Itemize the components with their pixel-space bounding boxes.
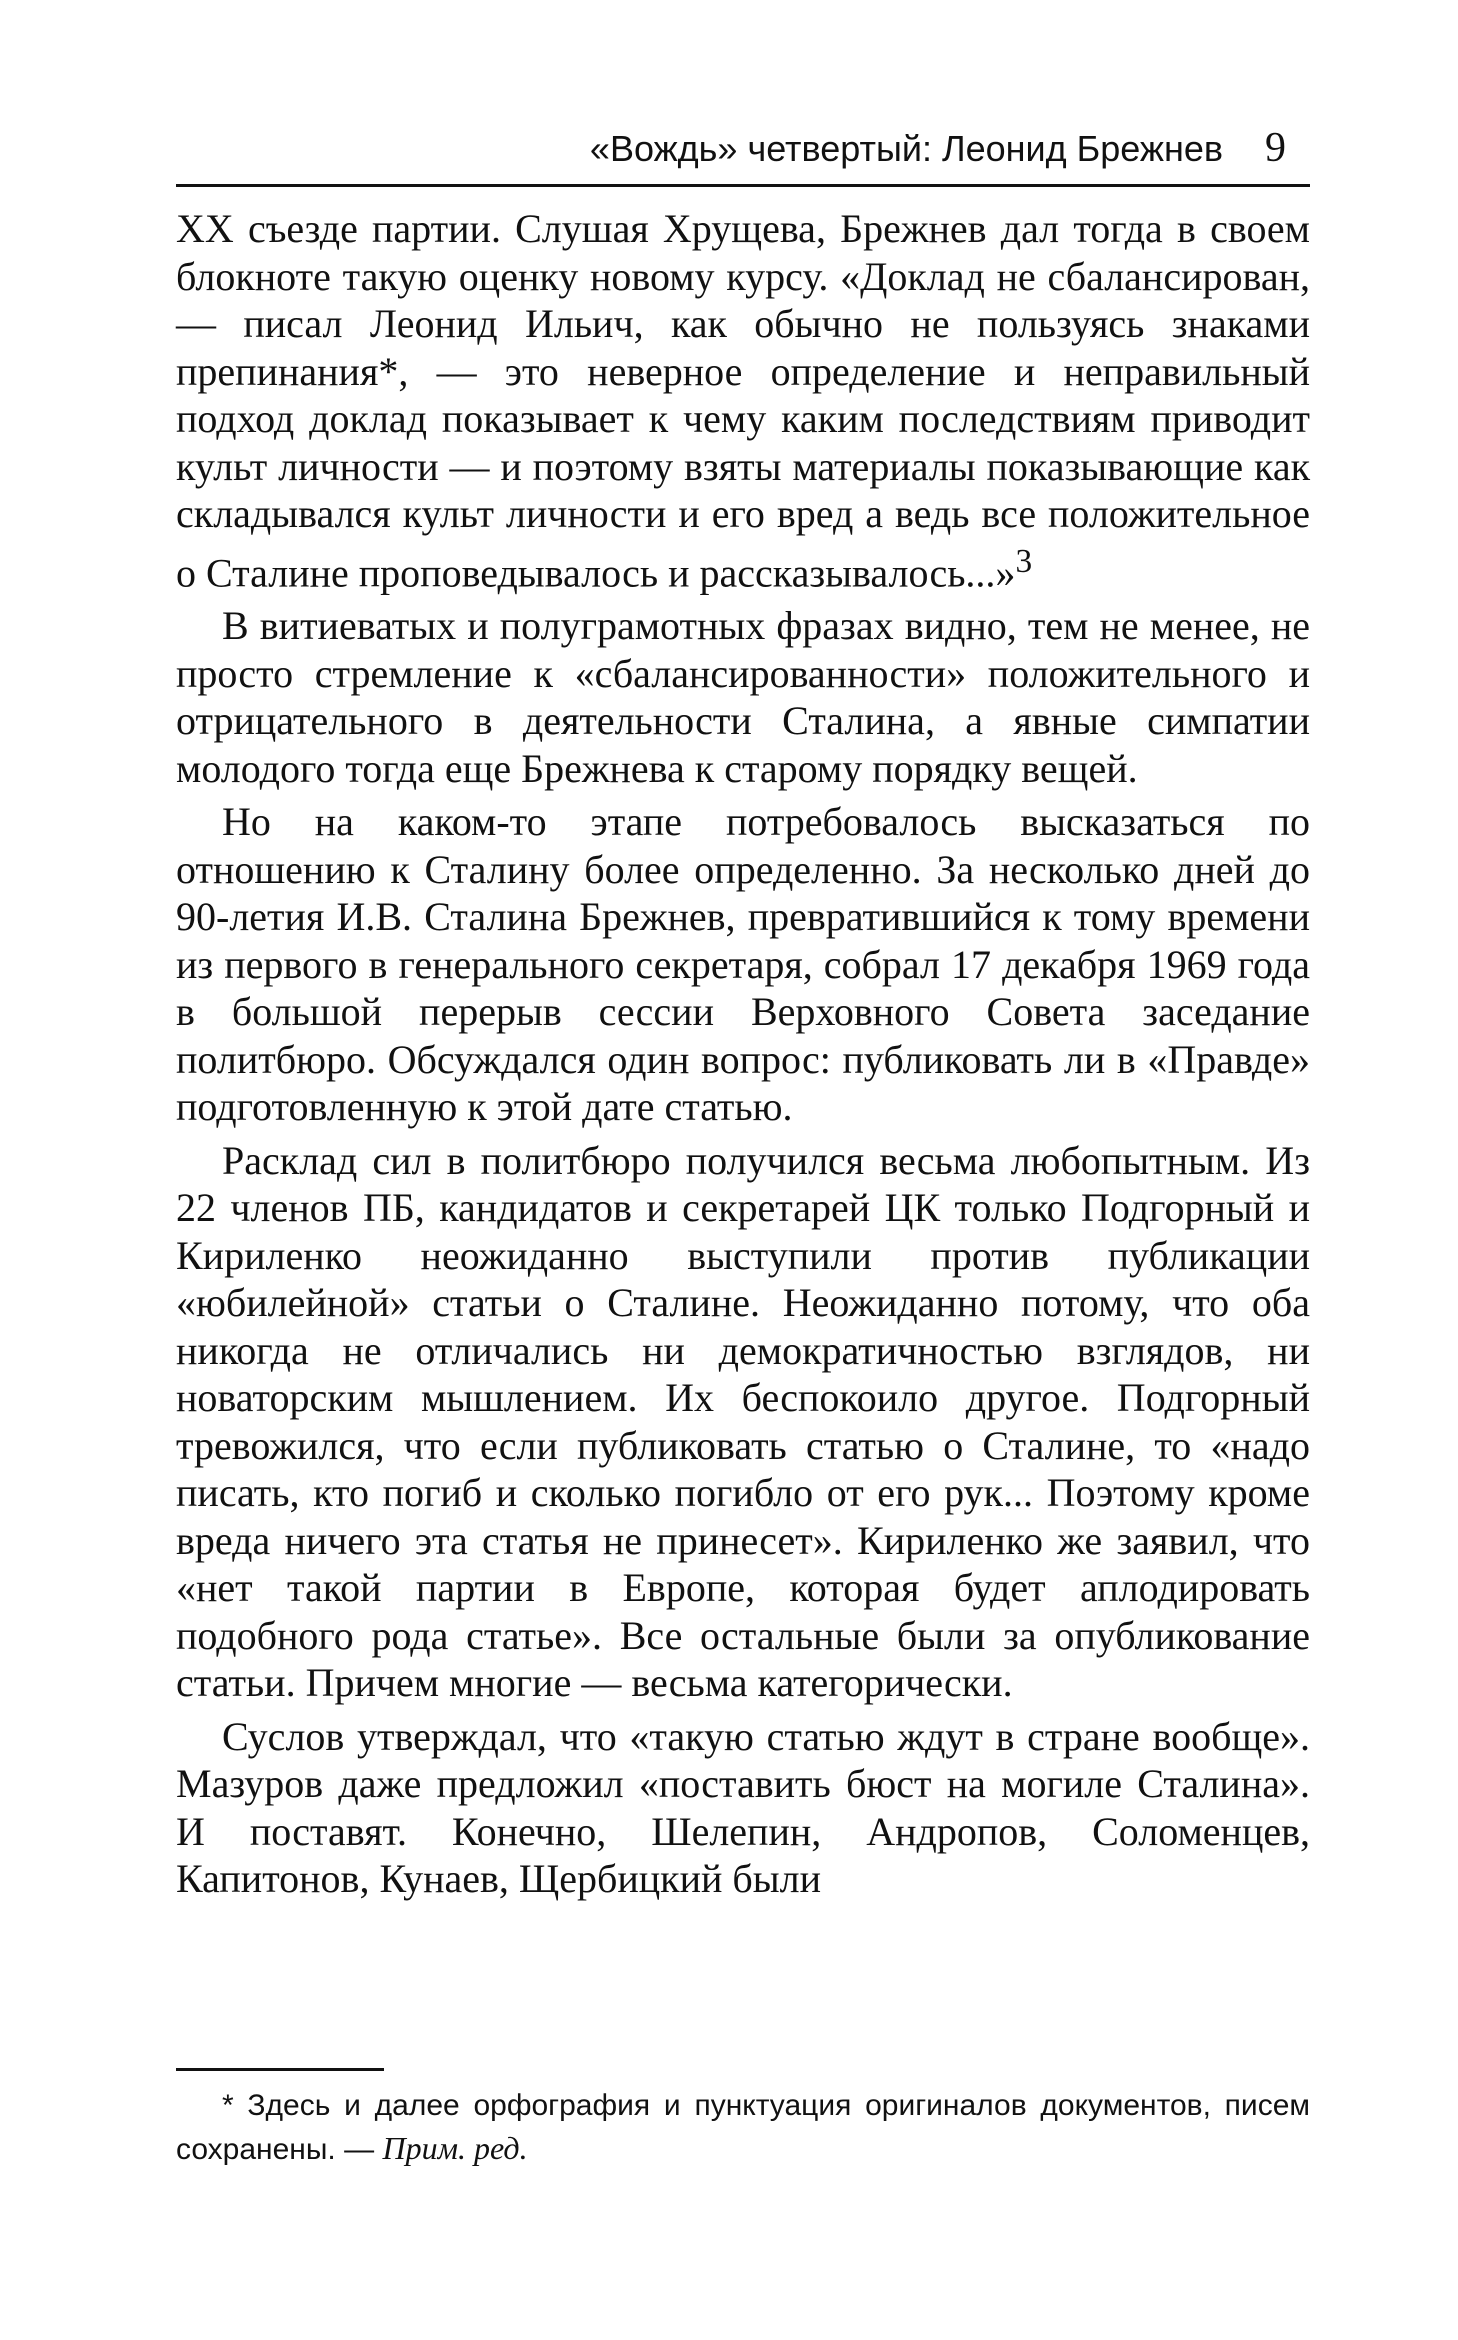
header-rule	[176, 184, 1310, 187]
body-text	[176, 205, 1310, 1909]
footnote-paragraph	[176, 2085, 1310, 2171]
endnote-reference: 3	[1015, 542, 1033, 580]
paragraph-4: Расклад сил в политбюро получился весьма любопытным. Из 22 членов ПБ, кандидатов и секретарей ЦК только Подгорный и Кириленко неожиданно выступили против публикации «юбилейной» статьи о Сталине. Неожиданно потому, что оба никогда не отличались ни демократичностью взглядов, ни новаторским мышлением. Их беспокоило другое. Подгорный тревожился, что если публиковать статью о Сталине, то «надо писать, кто погиб и сколько погибло от его рук... Поэтому кроме вреда ничего эта статья не принесет». Кириленко же заявил, что «нет такой партии в Европе, которая будет аплодировать подобного рода статье». Все остальные были за опубликование статьи. Причем многие — весьма категорически.	[176, 1137, 1310, 1706]
footnote	[176, 2085, 1310, 2171]
page-number: 9	[1265, 125, 1286, 171]
running-title: «Вождь» четвертый: Леонид Брежнев	[589, 128, 1223, 169]
paragraph-1-text: XX съезде партии. Слушая Хрущева, Брежнев дал тогда в своем блокноте такую оценку новому курсу. «Доклад не сбалансирован, — писал Леонид Ильич, как обычно не пользуясь знаками препинания*, — это неверное определение и неправильный подход доклад показывает к чему каким последствиям приводит культ личности — и поэтому взяты материалы показывающие как складывался культ личности и его вред а ведь все положительное о Сталине проповедывалось и рассказывалось...»	[176, 206, 1310, 595]
paragraph-5: Суслов утверждал, что «такую статью ждут в стране вообще». Мазуров даже предложил «поставить бюст на могиле Сталина». И поставят. Конечно, Шелепин, Андропов, Соломенцев, Капитонов, Кунаев, Щербицкий были	[176, 1713, 1310, 1902]
paragraph-2: В витиеватых и полуграмотных фразах видно, тем не менее, не просто стремление к «сбалансированности» положительного и отрицательного в деятельности Сталина, а явные симпатии молодого тогда еще Брежнева к старому порядку вещей.	[176, 603, 1310, 791]
book-page	[176, 0, 1310, 2340]
paragraph-3: Но на каком-то этапе потребовалось высказаться по отношению к Сталину более определенно. За несколько дней до 90-летия И.В. Сталина Брежнев, превратившийся к тому времени из первого в генерального секретаря, собрал 17 декабря 1969 года в большой перерыв сессии Верховного Совета заседание политбюро. Обсуждался один вопрос: публиковать ли в «Правде» подготовленную к этой дате статью.	[176, 799, 1310, 1130]
paragraph-1	[176, 205, 1310, 596]
editor-note: Прим. ред.	[382, 2130, 528, 2166]
footnote-text: * Здесь и далее орфография и пунктуация оригиналов документов, писем сохранены. —	[176, 2089, 1310, 2166]
footnote-rule	[176, 2068, 384, 2071]
running-header	[176, 118, 1310, 178]
